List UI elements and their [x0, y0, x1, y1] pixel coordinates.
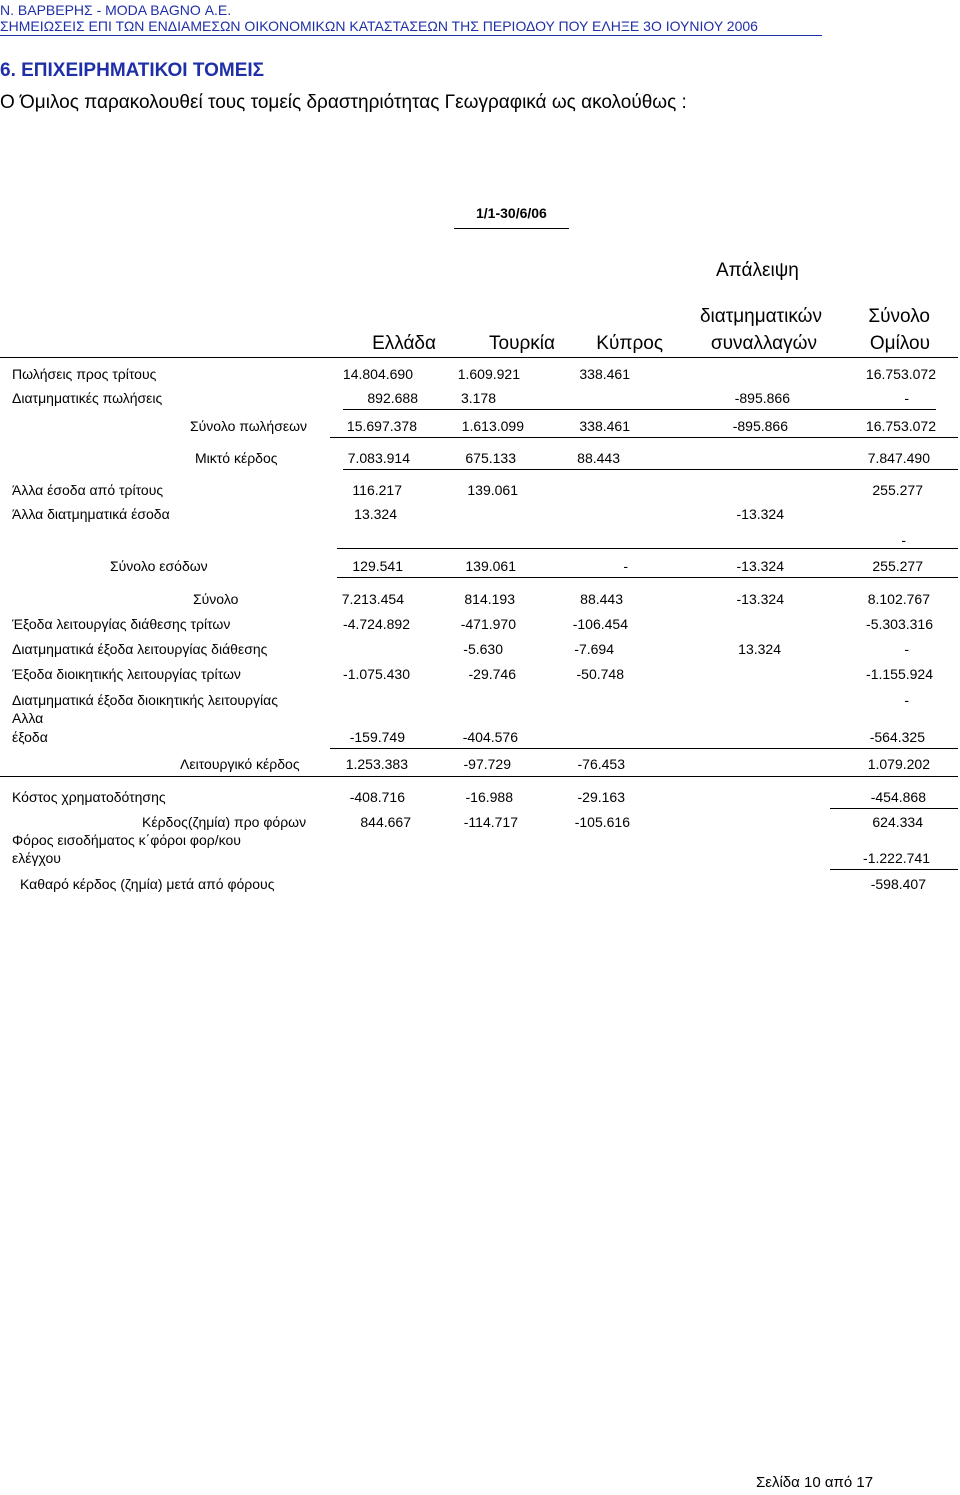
- cell-total: -5.303.316: [866, 616, 933, 632]
- cell-greece: 116.217: [352, 482, 402, 498]
- document-subtitle: ΣΗΜΕΙΩΣΕΙΣ ΕΠΙ ΤΩΝ ΕΝΔΙΑΜΕΣΩΝ ΟΙΚΟΝΟΜΙΚΩΝ ΚΑΤΑΣΤΑΣΕΩΝ ΤΗΣ ΠΕΡΙΟΔΟΥ ΠΟΥ ΕΛΗΞΕ 3Ο ΙΟΥΝΙΟΥ 2006: [0, 18, 758, 34]
- cell-total: -: [901, 532, 906, 548]
- row-label: Πωλήσεις προς τρίτους: [12, 366, 157, 382]
- cell-elimination: 13.324: [738, 641, 781, 657]
- row-label: Σύνολο: [193, 591, 239, 607]
- cell-greece: 1.253.383: [345, 756, 408, 772]
- row-label-line1: Φόρος εισοδήματος κ΄φόροι φορ/κου: [12, 832, 241, 848]
- cell-greece: 15.697.378: [346, 418, 417, 434]
- cell-turkey: -404.576: [462, 729, 518, 745]
- row-label: Διατμηματικά έξοδα λειτουργίας διάθεσης: [12, 641, 268, 657]
- cell-total: -1.222.741: [863, 850, 930, 866]
- col-elim-line1: διατμηματικών: [699, 306, 822, 327]
- cell-greece: 7.213.454: [341, 591, 404, 607]
- row-rule: [337, 548, 958, 549]
- row-label-line1: Αλλα: [12, 710, 44, 726]
- cell-cyprus: 88.443: [577, 450, 620, 466]
- cell-greece: -408.716: [349, 789, 405, 805]
- row-rule: [330, 437, 958, 438]
- cell-turkey: -5.630: [463, 641, 503, 657]
- cell-total: 7.847.490: [867, 450, 930, 466]
- col-elimination-top: Απάλειψη: [716, 260, 799, 281]
- row-label: Άλλα έσοδα από τρίτους: [12, 482, 164, 498]
- cell-turkey: 1.609.921: [457, 366, 520, 382]
- cell-greece: 7.083.914: [347, 450, 410, 466]
- cell-turkey: -16.988: [465, 789, 513, 805]
- row-rule: [0, 776, 958, 777]
- company-name: Ν. ΒΑΡΒΕΡΗΣ - MODA BAGNO Α.Ε.: [0, 2, 232, 18]
- cell-total: 16.753.072: [865, 418, 936, 434]
- cell-total: -: [904, 390, 909, 406]
- col-total-line2: Ομίλου: [869, 333, 930, 354]
- cell-turkey: 139.061: [467, 482, 518, 498]
- col-total-line1: Σύνολο: [868, 306, 930, 327]
- row-rule: [330, 748, 958, 749]
- row-label: Καθαρό κέρδος (ζημία) μετά από φόρους: [20, 876, 275, 892]
- row-rule: [830, 808, 958, 809]
- period-label: 1/1-30/6/06: [476, 205, 547, 221]
- cell-total: 16.753.072: [865, 366, 936, 382]
- cell-cyprus: -76.453: [577, 756, 625, 772]
- cell-total: -598.407: [870, 876, 926, 892]
- cell-turkey: 139.061: [465, 558, 516, 574]
- cell-turkey: -97.729: [463, 756, 511, 772]
- subtitle-underline: [0, 35, 822, 36]
- col-cyprus: Κύπρος: [596, 333, 663, 354]
- cell-cyprus: -106.454: [572, 616, 628, 632]
- cell-elimination: -895.866: [734, 390, 790, 406]
- row-label: Διατμηματικές πωλήσεις: [12, 390, 163, 406]
- cell-total: 624.334: [872, 814, 923, 830]
- cell-cyprus: 338.461: [579, 366, 630, 382]
- header-rule: [0, 357, 958, 358]
- cell-elimination: -13.324: [736, 591, 784, 607]
- cell-greece: -159.749: [349, 729, 405, 745]
- cell-turkey: -471.970: [460, 616, 516, 632]
- cell-cyprus: 338.461: [579, 418, 630, 434]
- cell-cyprus: -7.694: [574, 641, 614, 657]
- row-label: Σύνολο εσόδων: [110, 558, 208, 574]
- cell-total: -1.155.924: [866, 666, 933, 682]
- cell-greece: -1.075.430: [343, 666, 410, 682]
- cell-total: 255.277: [872, 558, 923, 574]
- cell-greece: 14.804.690: [342, 366, 413, 382]
- period-underline: [454, 228, 569, 229]
- cell-greece: 892.688: [367, 390, 418, 406]
- row-rule: [343, 469, 958, 470]
- cell-total: -564.325: [869, 729, 925, 745]
- cell-turkey: -29.746: [468, 666, 516, 682]
- cell-cyprus: 88.443: [580, 591, 623, 607]
- cell-total: 1.079.202: [867, 756, 930, 772]
- cell-turkey: 814.193: [464, 591, 515, 607]
- col-greece: Ελλάδα: [372, 333, 436, 354]
- col-turkey: Τουρκία: [489, 333, 555, 354]
- row-label: Έξοδα λειτουργίας διάθεσης τρίτων: [12, 616, 231, 632]
- cell-total: -: [904, 641, 909, 657]
- cell-total: -454.868: [870, 789, 926, 805]
- cell-elimination: -13.324: [736, 558, 784, 574]
- cell-turkey: 3.178: [460, 390, 496, 406]
- page-number: Σελίδα 10 από 17: [756, 1474, 874, 1491]
- cell-greece: -4.724.892: [343, 616, 410, 632]
- cell-turkey: 675.133: [465, 450, 516, 466]
- section-title: 6. ΕΠΙΧΕΙΡΗΜΑΤΙΚΟΙ ΤΟΜΕΙΣ: [0, 60, 265, 81]
- cell-elimination: -13.324: [736, 506, 784, 522]
- cell-greece: 13.324: [354, 506, 397, 522]
- row-rule: [343, 409, 936, 410]
- cell-elimination: -895.866: [732, 418, 788, 434]
- cell-total: -: [904, 692, 909, 708]
- row-label-line2: ελέγχου: [12, 850, 61, 866]
- row-label-line2: έξοδα: [12, 729, 48, 745]
- cell-total: 255.277: [872, 482, 923, 498]
- row-label: Διατμηματικά έξοδα διοικητικής λειτουργίας: [12, 692, 278, 708]
- row-label: Κέρδος(ζημία) προ φόρων: [142, 814, 307, 830]
- cell-cyprus: -29.163: [577, 789, 625, 805]
- row-rule: [337, 577, 958, 578]
- row-label: Σύνολο πωλήσεων: [190, 418, 308, 434]
- cell-cyprus: -50.748: [576, 666, 624, 682]
- row-label: Μικτό κέρδος: [195, 450, 278, 466]
- cell-cyprus: -105.616: [574, 814, 630, 830]
- cell-total: 8.102.767: [867, 591, 930, 607]
- cell-greece: 129.541: [352, 558, 403, 574]
- cell-greece: 844.667: [360, 814, 411, 830]
- intro-text: Ο Όμιλος παρακολουθεί τους τομείς δραστηριότητας Γεωγραφικά ως ακολούθως :: [0, 92, 687, 113]
- col-elim-line2: συναλλαγών: [710, 333, 817, 354]
- cell-turkey: 1.613.099: [461, 418, 524, 434]
- row-label: Λειτουργικό κέρδος: [180, 756, 300, 772]
- row-label: Έξοδα διοικητικής λειτουργίας τρίτων: [12, 666, 241, 682]
- cell-turkey: -114.717: [463, 814, 518, 830]
- row-rule: [830, 869, 958, 870]
- row-label: Κόστος χρηματοδότησης: [12, 789, 166, 805]
- row-label: Άλλα διατμηματικά έσοδα: [12, 506, 170, 522]
- cell-cyprus: -: [623, 558, 628, 574]
